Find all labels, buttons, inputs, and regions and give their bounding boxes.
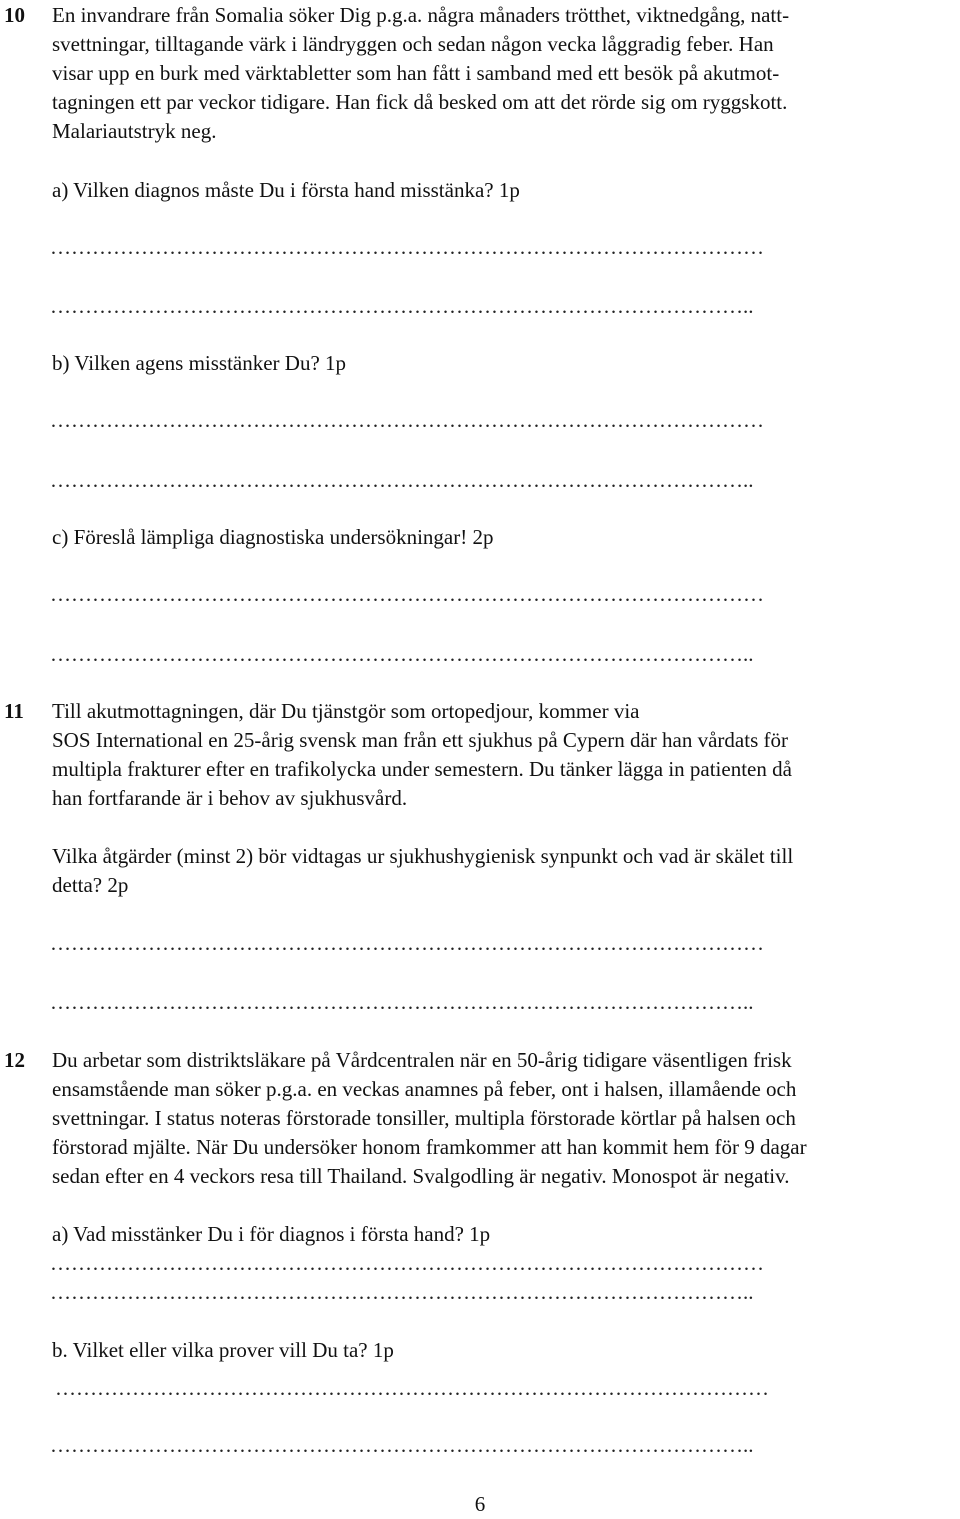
intro-line: han fortfarande är i behov av sjukhusvård. — [52, 786, 408, 810]
prompt-line: detta? 2p — [52, 873, 129, 897]
intro-line: En invandrare från Somalia söker Dig p.g.a. några månaders trötthet, viktnedgång, natt- — [52, 3, 790, 27]
answer-line[interactable]: ………………………………………………………………………………………… — [55, 1376, 769, 1400]
answer-line[interactable]: ………………………………………………………………………………………… — [50, 582, 764, 606]
intro-line: förstorad mjälte. När Du undersöker honom framkommer att han kommit hem för 9 dagar — [52, 1135, 807, 1159]
answer-line[interactable]: ……………………………………………………………………………………….. — [50, 294, 754, 318]
question-number: 12 — [4, 1048, 25, 1072]
intro-line: ensamstående man söker p.g.a. en veckas anamnes på feber, ont i halsen, illamående och — [52, 1077, 797, 1101]
question-intro — [52, 1046, 952, 1191]
intro-line: multipla frakturer efter en trafikolycka under semestern. Du tänker lägga in patienten då — [52, 757, 792, 781]
intro-line: Till akutmottagningen, där Du tjänstgör som ortopedjour, kommer via — [52, 699, 640, 723]
intro-line: Malariautstryk neg. — [52, 119, 217, 143]
sub-question-a: a) Vad misstänker Du i för diagnos i första hand? 1p — [52, 1222, 491, 1246]
intro-line: tagningen ett par veckor tidigare. Han fick då besked om att det rörde sig om ryggskott. — [52, 90, 788, 114]
intro-line: visar upp en burk med värktabletter som han fått i samband med ett besök på akutmot- — [52, 61, 780, 85]
prompt-line: Vilka åtgärder (minst 2) bör vidtagas ur sjukhushygienisk synpunkt och vad är skälet till — [52, 844, 794, 868]
intro-line: svettningar, tilltagande värk i ländryggen och sedan någon vecka låggradig feber. Han — [52, 32, 774, 56]
sub-question-c: c) Föreslå lämpliga diagnostiska undersökningar! 2p — [52, 525, 494, 549]
question-intro — [52, 1, 952, 146]
intro-line: SOS International en 25-årig svensk man från ett sjukhus på Cypern där han vårdats för — [52, 728, 788, 752]
intro-line: Du arbetar som distriktsläkare på Vårdcentralen när en 50-årig tidigare väsentligen frisk — [52, 1048, 792, 1072]
sub-question-b: b) Vilken agens misstänker Du? 1p — [52, 351, 347, 375]
question-number: 10 — [4, 3, 25, 27]
page-number: 6 — [474, 1492, 486, 1516]
intro-line: svettningar. I status noteras förstorade tonsiller, multipla förstorade körtlar på halsen och — [52, 1106, 796, 1130]
answer-line[interactable]: ……………………………………………………………………………………….. — [50, 468, 754, 492]
answer-line[interactable]: ……………………………………………………………………………………….. — [50, 642, 754, 666]
answer-line[interactable]: ……………………………………………………………………………………….. — [50, 1433, 754, 1457]
answer-line[interactable]: ………………………………………………………………………………………… — [50, 235, 764, 259]
question-number: 11 — [4, 699, 24, 723]
answer-line[interactable]: ………………………………………………………………………………………… — [50, 408, 764, 432]
answer-line[interactable]: ……………………………………………………………………………………….. — [50, 1280, 754, 1304]
question-intro — [52, 697, 952, 813]
intro-line: sedan efter en 4 veckors resa till Thailand. Svalgodling är negativ. Monospot är negativ. — [52, 1164, 790, 1188]
sub-question-a: a) Vilken diagnos måste Du i första hand misstänka? 1p — [52, 178, 520, 202]
question-prompt — [52, 842, 952, 900]
answer-line[interactable]: ……………………………………………………………………………………….. — [50, 990, 754, 1014]
answer-line[interactable]: ………………………………………………………………………………………… — [50, 1251, 764, 1275]
answer-line[interactable]: ………………………………………………………………………………………… — [50, 931, 764, 955]
sub-question-b: b. Vilket eller vilka prover vill Du ta? 1p — [52, 1338, 394, 1362]
